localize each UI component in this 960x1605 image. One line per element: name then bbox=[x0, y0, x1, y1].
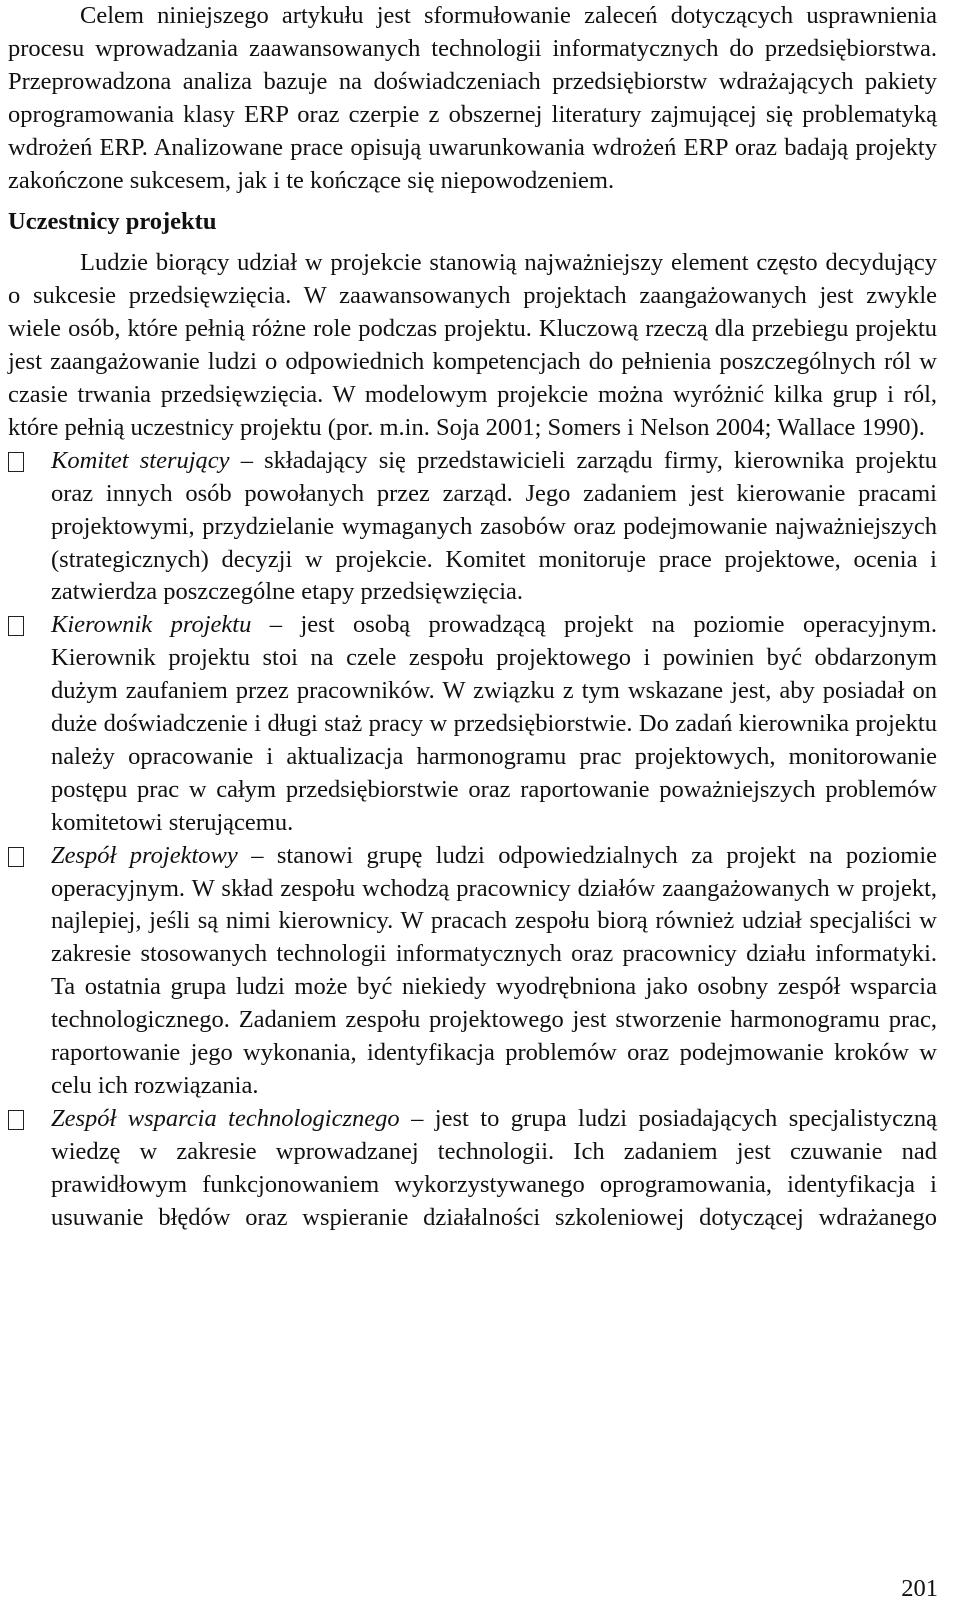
list-item-description: – składający się przedstawicieli zarządu firmy, kierownika projektu oraz innych osób powołanych przez zarząd. Jego zadaniem jest kierowanie pracami projektowymi, przydzielanie wymaganych zasobów oraz podejmowanie najważniejszych (strategicznych) decyzji w projekcie. Komitet monitoruje prace projektowe, ocenia i zatwierdza poszczególne etapy przedsięwzięcia. bbox=[51, 446, 938, 606]
list-item-project-team bbox=[8, 840, 937, 1103]
list-item-tech-support-team bbox=[8, 1103, 937, 1235]
square-bullet-icon bbox=[8, 452, 24, 472]
document-page bbox=[8, 0, 937, 1235]
list-item-text bbox=[51, 609, 937, 839]
section-paragraph: Ludzie biorący udział w projekcie stanowią najważniejszy element często decydujący o sukcesie przedsięwzięcia. W zaawansowanych projektach zaangażowanych jest zwykle wiele osób, które pełnią różne role podczas projektu. Kluczową rzeczą dla przebiegu projektu jest zaangażowanie ludzi o odpowiednich kompetencjach do pełnienia poszczególnych ról w czasie trwania przedsięwzięcia. W modelowym projekcie można wyróżnić kilka grup i ról, które pełnią uczestnicy projektu (por. m.in. Soja 2001; Somers i Nelson 2004; Wallace 1990). bbox=[8, 249, 937, 441]
list-item-term: Komitet sterujący bbox=[51, 446, 230, 474]
page-number: 201 bbox=[901, 1575, 938, 1602]
list-item-description: – jest to grupa ludzi posiadających specjalistyczną wiedzę w zakresie wprowadzanej technologii. Ich zadaniem jest czuwanie nad prawidłowym funkcjonowaniem wykorzystywanego oprogramowania, identyfikacja i usuwanie błędów oraz wspieranie działalności szkoleniowej dotyczącej wdrażanego bbox=[51, 1104, 937, 1231]
square-bullet-icon bbox=[8, 1110, 24, 1130]
list-item-description: – stanowi grupę ludzi odpowiedzialnych za projekt na poziomie operacyjnym. W skład zespołu wchodzą pracownicy działów zaangażowanych w projekt, najlepiej, jeśli są nimi kierownicy. W pracach zespołu biorą również udział specjaliści w zakresie stosowanych technologii informatycznych oraz pracownicy działu informatyki. Ta ostatnia grupa ludzi może być niekiedy wyodrębniona jako osobny zespół wsparcia technologicznego. Zadaniem zespołu projektowego jest stworzenie harmonogramu prac, raportowanie jego wykonania, identyfikacja problemów oraz podejmowanie kroków w celu ich rozwiązania. bbox=[51, 841, 938, 1099]
list-item-term: Zespół wsparcia technologicznego bbox=[51, 1104, 400, 1132]
list-item-text bbox=[51, 445, 937, 610]
square-bullet-icon bbox=[8, 847, 24, 867]
section-heading: Uczestnicy projektu bbox=[8, 208, 217, 236]
list-item-text bbox=[51, 1103, 937, 1235]
square-bullet-icon bbox=[8, 616, 24, 636]
list-item-term: Kierownik projektu bbox=[51, 611, 252, 639]
roles-list bbox=[8, 445, 937, 1235]
list-item-description: – jest osobą prowadzącą projekt na poziomie operacyjnym. Kierownik projektu stoi na czele zespołu projektowego i powinien być obdarzonym dużym zaufaniem przez pracowników. W związku z tym wskazane jest, aby posiadał on duże doświadczenie i długi staż pracy w przedsiębiorstwie. Do zadań kierownika projektu należy opracowanie i aktualizacja harmonogramu prac projektowych, monitorowanie postępu prac w całym przedsiębiorstwie oraz raportowanie poważniejszych problemów komitetowi sterującemu. bbox=[51, 611, 937, 836]
list-item-project-manager bbox=[8, 609, 937, 839]
intro-paragraph: Celem niniejszego artykułu jest sformułowanie zaleceń dotyczących usprawnienia procesu wprowadzania zaawansowanych technologii informatycznych do przedsiębiorstwa. Przeprowadzona analiza bazuje na doświadczeniach przedsiębiorstw wdrażających pakiety oprogramowania klasy ERP oraz czerpie z obszernej literatury zajmującej się problematyką wdrożeń ERP. Analizowane prace opisują uwarunkowania wdrożeń ERP oraz badają projekty zakończone sukcesem, jak i te kończące się niepowodzeniem. bbox=[8, 2, 937, 194]
list-item-term: Zespół projektowy bbox=[51, 841, 238, 869]
list-item-steering-committee bbox=[8, 445, 937, 610]
list-item-text bbox=[51, 840, 937, 1103]
